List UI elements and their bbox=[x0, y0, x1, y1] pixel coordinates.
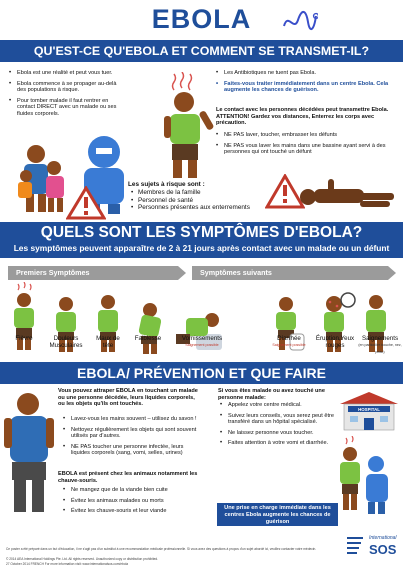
section-symptoms-header bbox=[0, 222, 403, 258]
svg-text:International: International bbox=[369, 535, 397, 541]
list-item: • NE PAS laver, toucher, embrasser les défunts bbox=[215, 132, 398, 139]
symptoms-heading: QUELS SONT LES SYMPTÔMES D'EBOLA? bbox=[40, 224, 363, 241]
symptom-rash-red-eyes: Éruption,Yeux rouges bbox=[315, 335, 355, 349]
list-item: • Les Antibiotiques ne tuent pas Ebola. bbox=[215, 70, 398, 77]
if-sick-intro: Si vous êtes malade ou avez touché une personne malade: bbox=[218, 388, 325, 401]
list-item: • Ne laissez personne vous toucher. bbox=[219, 430, 336, 437]
sos-logo-icon bbox=[345, 530, 400, 560]
next-symptoms-arrow: Symptômes suivants bbox=[192, 266, 388, 280]
international-sos-logo bbox=[345, 530, 400, 560]
virus-icon bbox=[282, 8, 318, 34]
symptom-bleeding: Saignements (en particulier bouche, nez, peau) bbox=[358, 335, 402, 354]
prevention-intro: Vous pouvez attraper EBOLA en touchant un malade ou une personne décédée, leurs liquides corporels, ou les objets qu'ils ont touchés. bbox=[58, 388, 198, 408]
animal-safety-list bbox=[62, 487, 202, 519]
list-item: • NE PAS toucher une personne infectée, leurs liquides corporels (sang, vomi, selles, urines) bbox=[62, 444, 202, 457]
transmission-facts-list bbox=[8, 70, 124, 122]
handwashing-person-illustration bbox=[2, 388, 56, 518]
list-item: • Lavez-vous les mains souvent – utilisez du savon ! bbox=[62, 416, 202, 423]
disclaimer-text: Ce poster a été préparé dans un but d'éducation, il ne s'agit pas d'un substitut à une recommandation médicale professionnelle. Si vous avez des questions à propos d'un sujet abordé ici, veuillez contacter votre médecin. bbox=[6, 547, 317, 551]
weakness-figure bbox=[138, 303, 162, 354]
dead-contact-warning: Le contact avec les personnes décédées peut transmettre Ebola. ATTENTION! Gardez vos distances, Enterrez les corps avec précaution. bbox=[216, 107, 389, 127]
list-item: • Évitez les animaux malades ou morts bbox=[62, 498, 202, 505]
list-item: • Ebola est une réalité et peut vous tuer. bbox=[8, 70, 124, 77]
funeral-rules-list bbox=[215, 132, 398, 160]
first-symptoms-arrow: Premiers Symptômes bbox=[8, 266, 178, 280]
list-item: • Personnes présentes aux enterrements bbox=[128, 204, 250, 212]
symptom-headache: Maux de tête bbox=[96, 335, 120, 349]
list-item: • Appelez votre centre médical. bbox=[219, 402, 336, 409]
symptom-diarrhea: Diarrhée Saignement possible bbox=[272, 335, 306, 347]
hospital-sign: HOSPITAL bbox=[358, 407, 380, 412]
copyright-text: © 2014 AEA International Holdings Pte. Ltd. All rights reserved. Unauthorized copy or distribution prohibited. bbox=[6, 557, 159, 561]
list-item: • Faites attention à votre vomi et diarrhée. bbox=[219, 440, 336, 447]
warning-icon bbox=[66, 186, 106, 220]
more-info-text: 27 October 2014 FRENCH For more information visit: www.internationalsos.com/ebola bbox=[6, 562, 129, 566]
list-item: • Nettoyez régulièrement les objets qui sont souvent utilisés par d'autres. bbox=[62, 427, 202, 440]
treatment-callout: Une prise en charge immédiate dans les centres Ebola augmente les chances de guérison bbox=[217, 503, 338, 526]
animals-intro: EBOLA est présent chez les animaux notamment les chauve-souris. bbox=[58, 471, 198, 484]
symptom-weakness: Faiblesse bbox=[134, 335, 162, 342]
hospital-illustration bbox=[338, 390, 400, 432]
fever-person-illustration bbox=[158, 72, 214, 182]
list-item: • Faites-vous traiter immédiatement dans un centre Ebola. Cela augmente les chances de guérison. bbox=[215, 81, 398, 94]
list-item: • Ne mangez que de la viande bien cuite bbox=[62, 487, 202, 494]
list-item: • Pour tomber malade il faut rentrer en contact DIRECT avec un malade ou ses fluides corporels. bbox=[8, 98, 124, 118]
symptoms-subheading: Les symptômes peuvent apparaître de 2 à 21 jours après contact avec un malade ou un défunt bbox=[13, 243, 390, 253]
list-item: • Suivez leurs conseils, vous serez peut être transféré dans un hôpital spécialisé. bbox=[219, 413, 336, 426]
sick-patient-illustration bbox=[334, 436, 396, 516]
treatment-list bbox=[215, 70, 398, 94]
risk-groups-title: Les sujets à risque sont : bbox=[128, 181, 205, 188]
symptom-fever: Fièvre bbox=[15, 335, 33, 342]
list-item: • NE PAS vous laver les mains dans une bassine ayant servi à des personnes qui ont touché un défunt bbox=[215, 143, 398, 156]
list-item: • Ebola commence à se propager au-delà des populations à risque. bbox=[8, 81, 124, 94]
section-prevention-header: EBOLA/ PRÉVENTION ET QUE FAIRE bbox=[0, 362, 403, 384]
list-item: • Évitez les chauve-souris et leur viande bbox=[62, 508, 202, 515]
risk-groups bbox=[128, 181, 250, 212]
page-title: EBOLA bbox=[151, 4, 252, 34]
deceased-person-illustration bbox=[298, 175, 398, 215]
symptom-muscle-pain: Douleurs Musculaires bbox=[49, 335, 83, 349]
if-sick-list bbox=[219, 402, 336, 451]
list-item: • Membres de la famille bbox=[128, 189, 250, 197]
list-item: • Personnel de santé bbox=[128, 197, 250, 205]
prevention-list bbox=[62, 416, 202, 461]
symptom-vomiting: Vomissements Saignement possible bbox=[181, 335, 223, 347]
section-transmission-header: QU'EST-CE QU'EBOLA ET COMMENT SE TRANSMET-IL? bbox=[0, 40, 403, 62]
svg-text:SOS: SOS bbox=[369, 542, 397, 557]
symptom-illustrations bbox=[0, 282, 403, 362]
